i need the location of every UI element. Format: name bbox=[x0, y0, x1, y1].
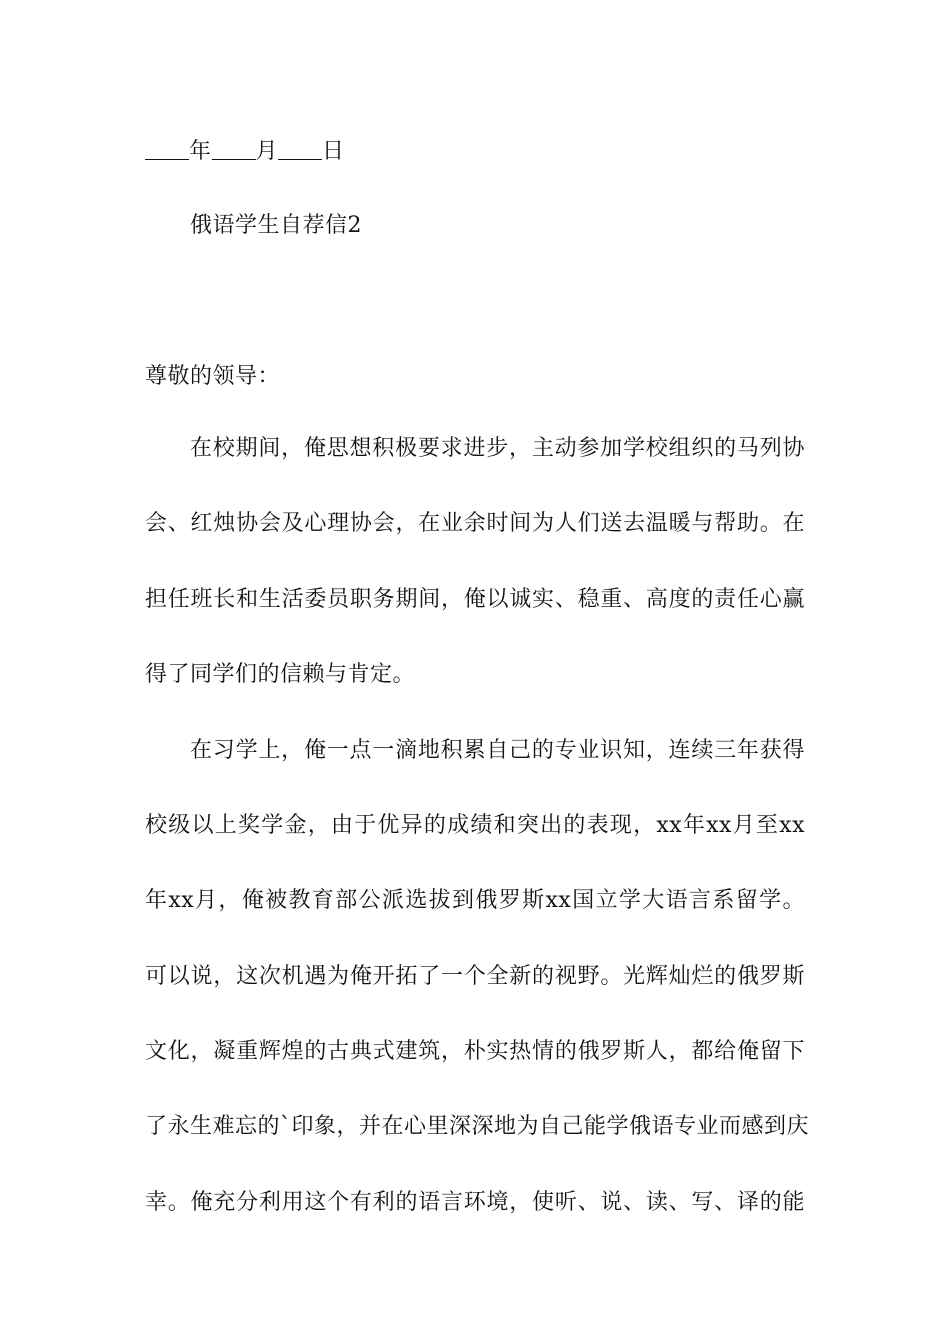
year-blank bbox=[145, 137, 189, 160]
paragraph-2-line-2: 校级以上奖学金，由于优异的成绩和突出的表现，xx年xx月至xx bbox=[145, 813, 805, 838]
paragraph-1-line-4: 得了同学们的信赖与肯定。 bbox=[145, 662, 416, 687]
day-label: 日 bbox=[322, 139, 345, 164]
date-line bbox=[145, 137, 345, 167]
paragraph-2-line-4: 可以说，这次机遇为俺开拓了一个全新的视野。光辉灿烂的俄罗斯 bbox=[145, 964, 805, 989]
salutation: 尊敬的领导： bbox=[145, 364, 281, 389]
paragraph-2-line-7: 幸。俺充分利用这个有利的语言环境，使听、说、读、写、译的能 bbox=[145, 1190, 805, 1215]
paragraph-2-line-1: 在习学上，俺一点一滴地积累自己的专业识知，连续三年获得 bbox=[190, 738, 805, 763]
paragraph-1-line-3: 担任班长和生活委员职务期间，俺以诚实、稳重、高度的责任心赢 bbox=[145, 587, 805, 612]
month-label: 月 bbox=[255, 139, 279, 164]
month-blank bbox=[212, 137, 256, 160]
paragraph-1-line-2: 会、红烛协会及心理协会，在业余时间为人们送去温暖与帮助。在 bbox=[145, 511, 805, 536]
letter-title: 俄语学生自荐信2 bbox=[190, 213, 362, 238]
paragraph-1-line-1: 在校期间，俺思想积极要求进步，主动参加学校组织的马列协 bbox=[190, 436, 805, 461]
paragraph-2-line-6: 了永生难忘的`印象，并在心里深深地为自己能学俄语专业而感到庆 bbox=[145, 1114, 810, 1139]
paragraph-2-line-5: 文化，凝重辉煌的古典式建筑，朴实热情的俄罗斯人，都给俺留下 bbox=[145, 1039, 805, 1064]
paragraph-2-line-3: 年xx月，俺被教育部公派选拔到俄罗斯xx国立学大语言系留学。 bbox=[145, 888, 805, 913]
day-blank bbox=[278, 137, 322, 160]
year-label: 年 bbox=[189, 139, 212, 164]
